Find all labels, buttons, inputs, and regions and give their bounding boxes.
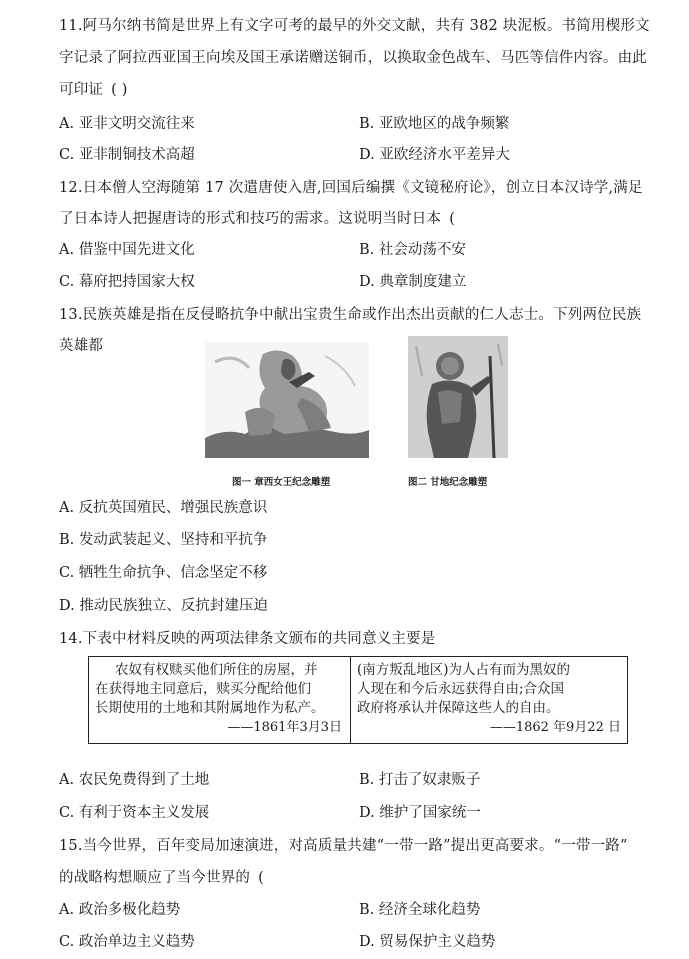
q11-option-d: D. 亚欧经济水平差异大 [359,147,510,163]
q13-option-b: B. 发动武装起义、坚持和平抗争 [59,532,268,548]
q14-option-b: B. 打击了奴隶贩子 [359,772,481,788]
q11-option-a: A. 亚非文明交流往来 [59,116,195,132]
q12-line-2 [59,207,455,228]
q11-line-3-text: 可印证 [59,82,104,98]
q12-option-d: D. 典章制度建立 [359,274,467,290]
q12-line-2-text: 了日本诗人把握唐诗的形式和技巧的需求。这说明当时日本 [59,211,442,227]
q14-option-c: C. 有利于资本主义发展 [59,805,210,821]
q12-line-1: 12.日本僧人空海随第 17 次遣唐使入唐,回国后编撰《文镜秘府论》，创立日本汉诗学,满足 [59,180,643,196]
q12-option-c: C. 幕府把持国家大权 [59,274,195,290]
q14-option-a: A. 农民免费得到了土地 [59,772,210,788]
table-right-line-1: (南方叛乱地区)为人占有而为黑奴的 [357,662,571,678]
figure-1-caption: 图一 章西女王纪念雕塑 [232,477,331,488]
table-right-line-2: 人现在和今后永远获得自由;合众国 [357,681,565,697]
q15-option-b: B. 经济全球化趋势 [359,902,481,918]
table-left-line-2: 在获得地主同意后，赎买分配给他们 [95,681,311,697]
q14-line-1: 14.下表中材料反映的两项法律条文颁布的共同意义主要是 [59,631,436,647]
q15-line-2-text: 的战略构想顺应了当今世界的 [59,870,251,886]
figure-2-caption: 图二 甘地纪念雕塑 [408,477,488,488]
q15-option-a: A. 政治多极化趋势 [59,902,181,918]
q12-option-a: A. 借鉴中国先进文化 [59,242,195,258]
q12-option-b: B. 社会动荡不安 [359,242,466,258]
q15-option-c: C. 政治单边主义趋势 [59,934,195,950]
table-right-date: ——1862 年9月22 日 [489,720,621,735]
q13-option-c: C. 牺牲生命抗争、信念坚定不移 [59,565,268,581]
q11-answer-bracket: ( ) [111,82,128,98]
table-left-date: ——1861年3月3日 [227,720,342,735]
table-right-line-3: 政府将承认并保障这些人的自由。 [357,700,560,716]
table-cell-left [89,657,351,743]
figure-1-rani-statue-photo [205,342,369,458]
figure-2-gandhi-statue-photo [408,336,508,458]
q15-line-2 [59,866,264,887]
q15-option-d: D. 贸易保护主义趋势 [359,934,496,950]
q11-option-b: B. 亚欧地区的战争频繁 [359,116,510,132]
q11-line-2: 字记录了阿拉西亚国王向埃及国王承诺赠送铜币，以换取金色战车、马匹等信件内容。由此 [59,50,647,66]
q13-option-a: A. 反抗英国殖民、增强民族意识 [59,500,268,516]
q14-option-d: D. 维护了国家统一 [359,805,481,821]
table-left-line-3: 长期使用的土地和其附属地作为私产。 [95,700,325,716]
rani-statue-illustration [205,342,369,458]
q15-answer-bracket: ( [258,870,264,886]
q11-line-3 [59,78,128,99]
material-table [88,656,628,744]
q11-option-c: C. 亚非制铜技术高超 [59,147,195,163]
table-left-line-1: 农奴有权赎买他们所住的房屋，并 [115,662,318,678]
q13-option-d: D. 推动民族独立、反抗封建压迫 [59,598,268,614]
q12-answer-bracket: ( [449,211,456,227]
q13-line-2: 英雄都 [59,338,104,354]
table-cell-right [351,657,629,743]
q13-line-1: 13.民族英雄是指在反侵略抗争中献出宝贵生命或作出杰出贡献的仁人志士。下列两位民族 [59,307,642,323]
q11-line-1: 11.阿马尔纳书简是世界上有文字可考的最早的外交文献，共有 382 块泥板。书简用楔形文 [59,18,650,34]
gandhi-statue-illustration [408,336,508,458]
q15-line-1: 15.当今世界，百年变局加速演进，对高质量共建“一带一路”提出更高要求。“一带一路” [59,838,628,854]
